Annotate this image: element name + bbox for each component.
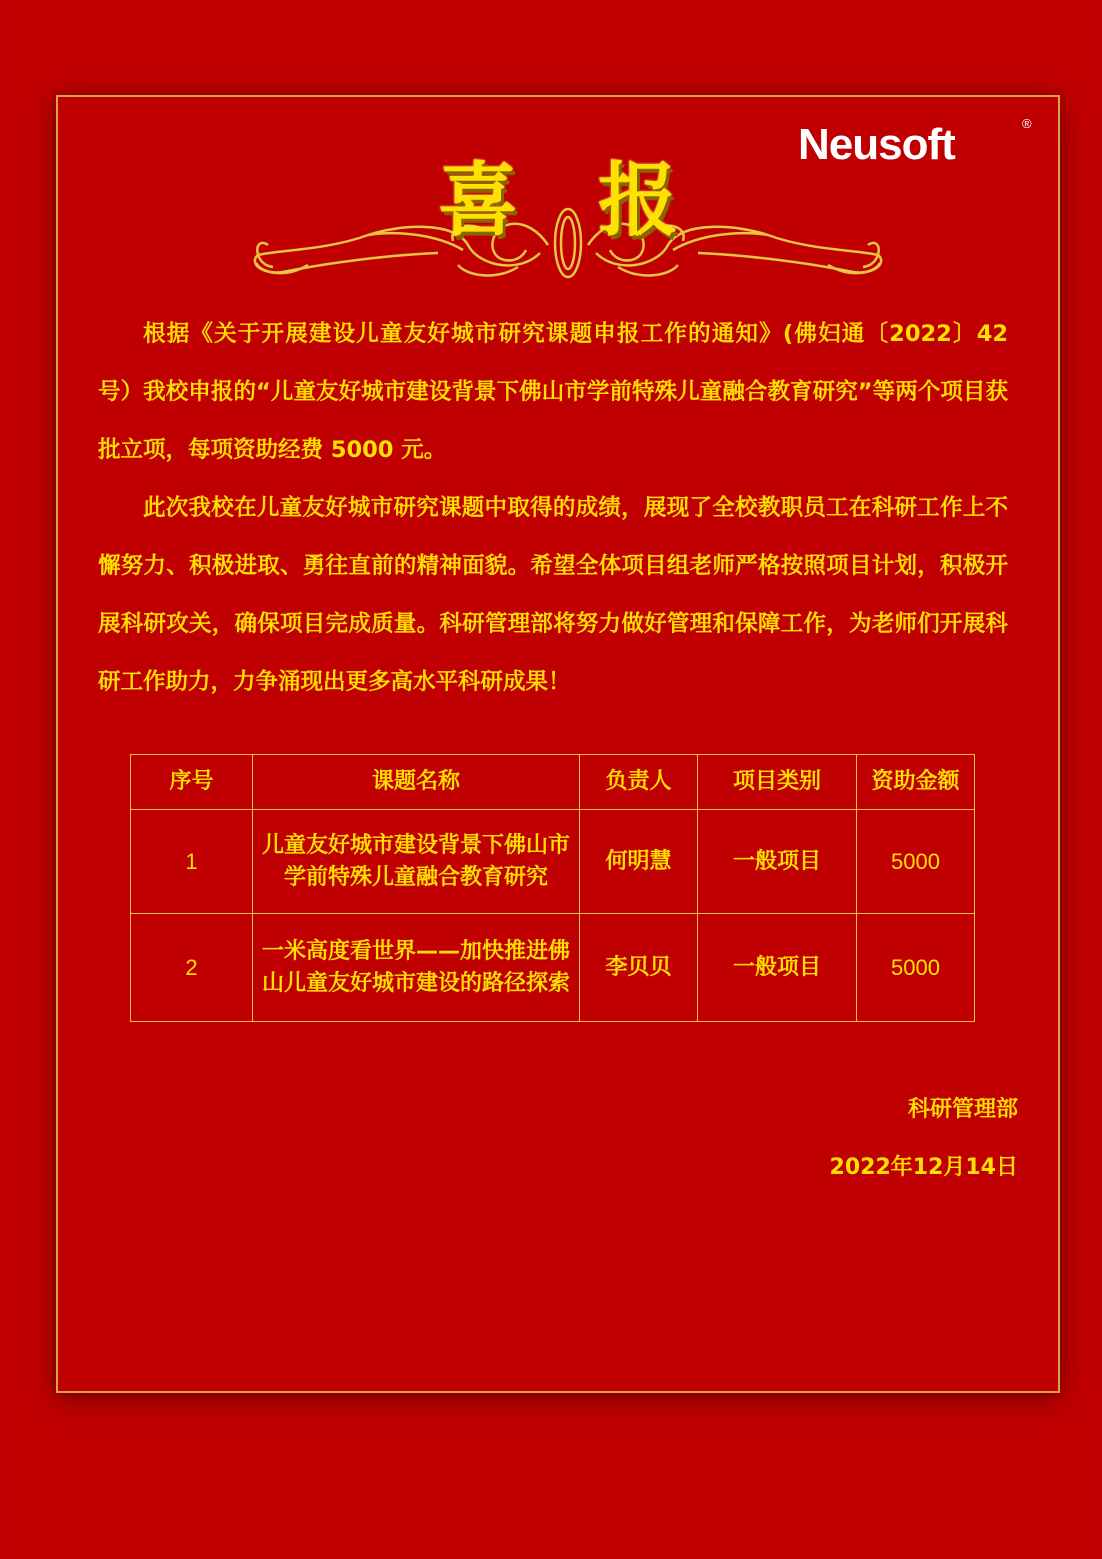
header-topic: 课题名称 (253, 755, 580, 810)
page-title (430, 155, 700, 245)
cell-category: 一般项目 (698, 810, 857, 914)
header-funding: 资助金额 (857, 755, 975, 810)
cell-topic: 一米高度看世界——加快推进佛山儿童友好城市建设的路径探索 (253, 914, 580, 1022)
project-table (130, 754, 975, 1022)
header-index: 序号 (131, 755, 253, 810)
cell-category: 一般项目 (698, 914, 857, 1022)
header-leader: 负责人 (580, 755, 698, 810)
signature-department: 科研管理部 (907, 1097, 1018, 1122)
table-row (131, 914, 975, 1022)
table-header-row (131, 755, 975, 810)
header-category: 项目类别 (698, 755, 857, 810)
paragraph-approval: 根据《关于开展建设儿童友好城市研究课题申报工作的通知》(佛妇通〔2022〕42 号）我校申报的“儿童友好城市建设背景下佛山市学前特殊儿童融合教育研究”等两个项目获批立项，每项资助经费 5000 元。 (98, 321, 1008, 463)
title-char-bao: 报 (598, 153, 678, 247)
table-row (131, 810, 975, 914)
cell-index: 2 (131, 914, 253, 1022)
registered-mark: ® (1022, 116, 1032, 131)
cell-funding: 5000 (857, 810, 975, 914)
cell-index: 1 (131, 810, 253, 914)
cell-leader: 何明慧 (580, 810, 698, 914)
notice-body (98, 305, 1008, 711)
cell-leader: 李贝贝 (580, 914, 698, 1022)
signature-date: 2022年12月14日 (829, 1155, 1018, 1180)
cell-topic: 儿童友好城市建设背景下佛山市学前特殊儿童融合教育研究 (253, 810, 580, 914)
logo-brand: Neusoft (798, 120, 955, 169)
title-char-xi: 喜 (438, 153, 518, 247)
cell-funding: 5000 (857, 914, 975, 1022)
neusoft-logo (798, 118, 1038, 168)
paragraph-achievement: 此次我校在儿童友好城市研究课题中取得的成绩，展现了全校教职员工在科研工作上不懈努力、积极进取、勇往直前的精神面貌。希望全体项目组老师严格按照项目计划，积极开展科研攻关，确保项目完成质量。科研管理部将努力做好管理和保障工作，为老师们开展科研工作助力，力争涌现出更多高水平科研成果！ (98, 495, 1008, 695)
